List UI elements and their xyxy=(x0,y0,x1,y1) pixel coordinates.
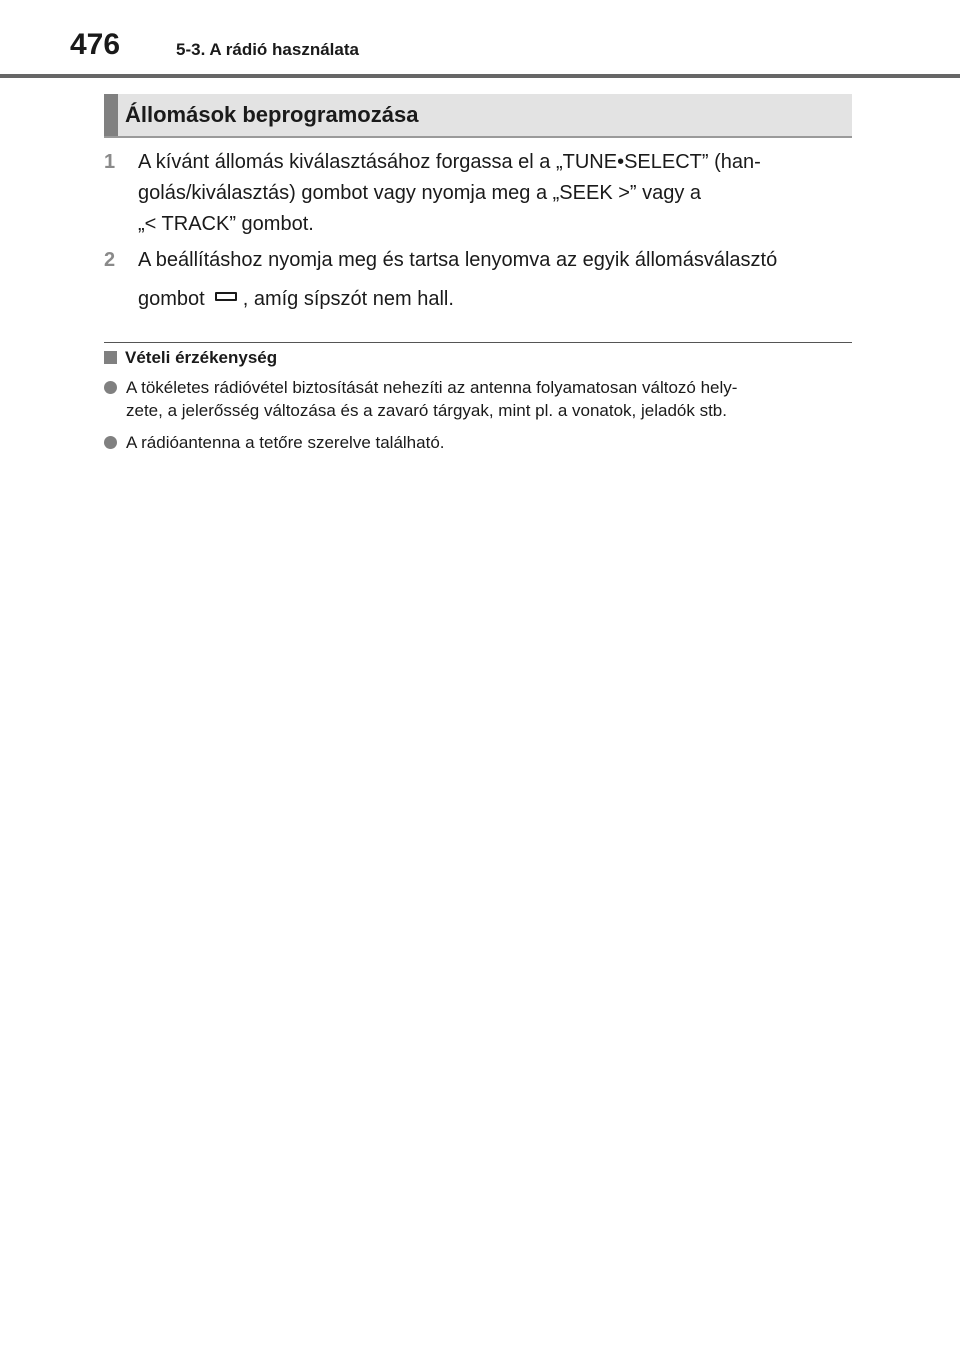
note-text xyxy=(126,431,864,454)
header-rule xyxy=(0,74,960,78)
square-bullet-icon xyxy=(104,351,117,364)
note-title-text: Vételi érzékenység xyxy=(125,348,278,367)
step-text xyxy=(138,245,864,315)
note-text-line: A rádióantenna a tetőre szerelve található. xyxy=(126,433,445,452)
round-bullet-icon xyxy=(104,381,117,394)
step-text-line: A beállításhoz nyomja meg és tartsa lenyomva az egyik állomásválasztó xyxy=(138,249,778,271)
step-text-line xyxy=(138,284,864,315)
step-text-fragment: gombot xyxy=(138,288,205,310)
section-heading-bar xyxy=(104,94,118,136)
note-item xyxy=(104,376,864,422)
section-title: Állomások beprogramozása xyxy=(125,102,419,127)
step-text xyxy=(138,147,864,240)
step-text-fragment: , amíg sípszót nem hall. xyxy=(242,288,454,310)
chapter-title: 5-3. A rádió használata xyxy=(176,40,359,59)
step-1 xyxy=(104,147,864,240)
page-header xyxy=(0,0,960,76)
note-text-line: A tökéletes rádióvétel biztosítását nehezíti az antenna folyamatosan változó hely- xyxy=(126,378,738,397)
step-2 xyxy=(104,245,864,315)
note-text xyxy=(126,376,864,422)
note-item xyxy=(104,431,864,454)
step-number: 2 xyxy=(104,249,116,271)
round-bullet-icon xyxy=(104,436,117,449)
step-text-line: „< TRACK” gombot. xyxy=(138,213,314,235)
preset-button-icon xyxy=(215,292,237,301)
note-title xyxy=(104,348,277,368)
step-number: 1 xyxy=(104,151,116,173)
step-text-line: golás/kiválasztás) gombot vagy nyomja meg a „SEEK >” vagy a xyxy=(138,182,702,204)
section-heading xyxy=(104,94,852,138)
note-text-line: zete, a jelerősség változása és a zavaró tárgyak, mint pl. a vonatok, jeladók stb. xyxy=(126,401,727,420)
page-number: 476 xyxy=(70,28,121,61)
step-text-line: A kívánt állomás kiválasztásához forgassa el a „TUNE•SELECT” (han- xyxy=(138,151,761,173)
section-divider xyxy=(104,342,852,343)
